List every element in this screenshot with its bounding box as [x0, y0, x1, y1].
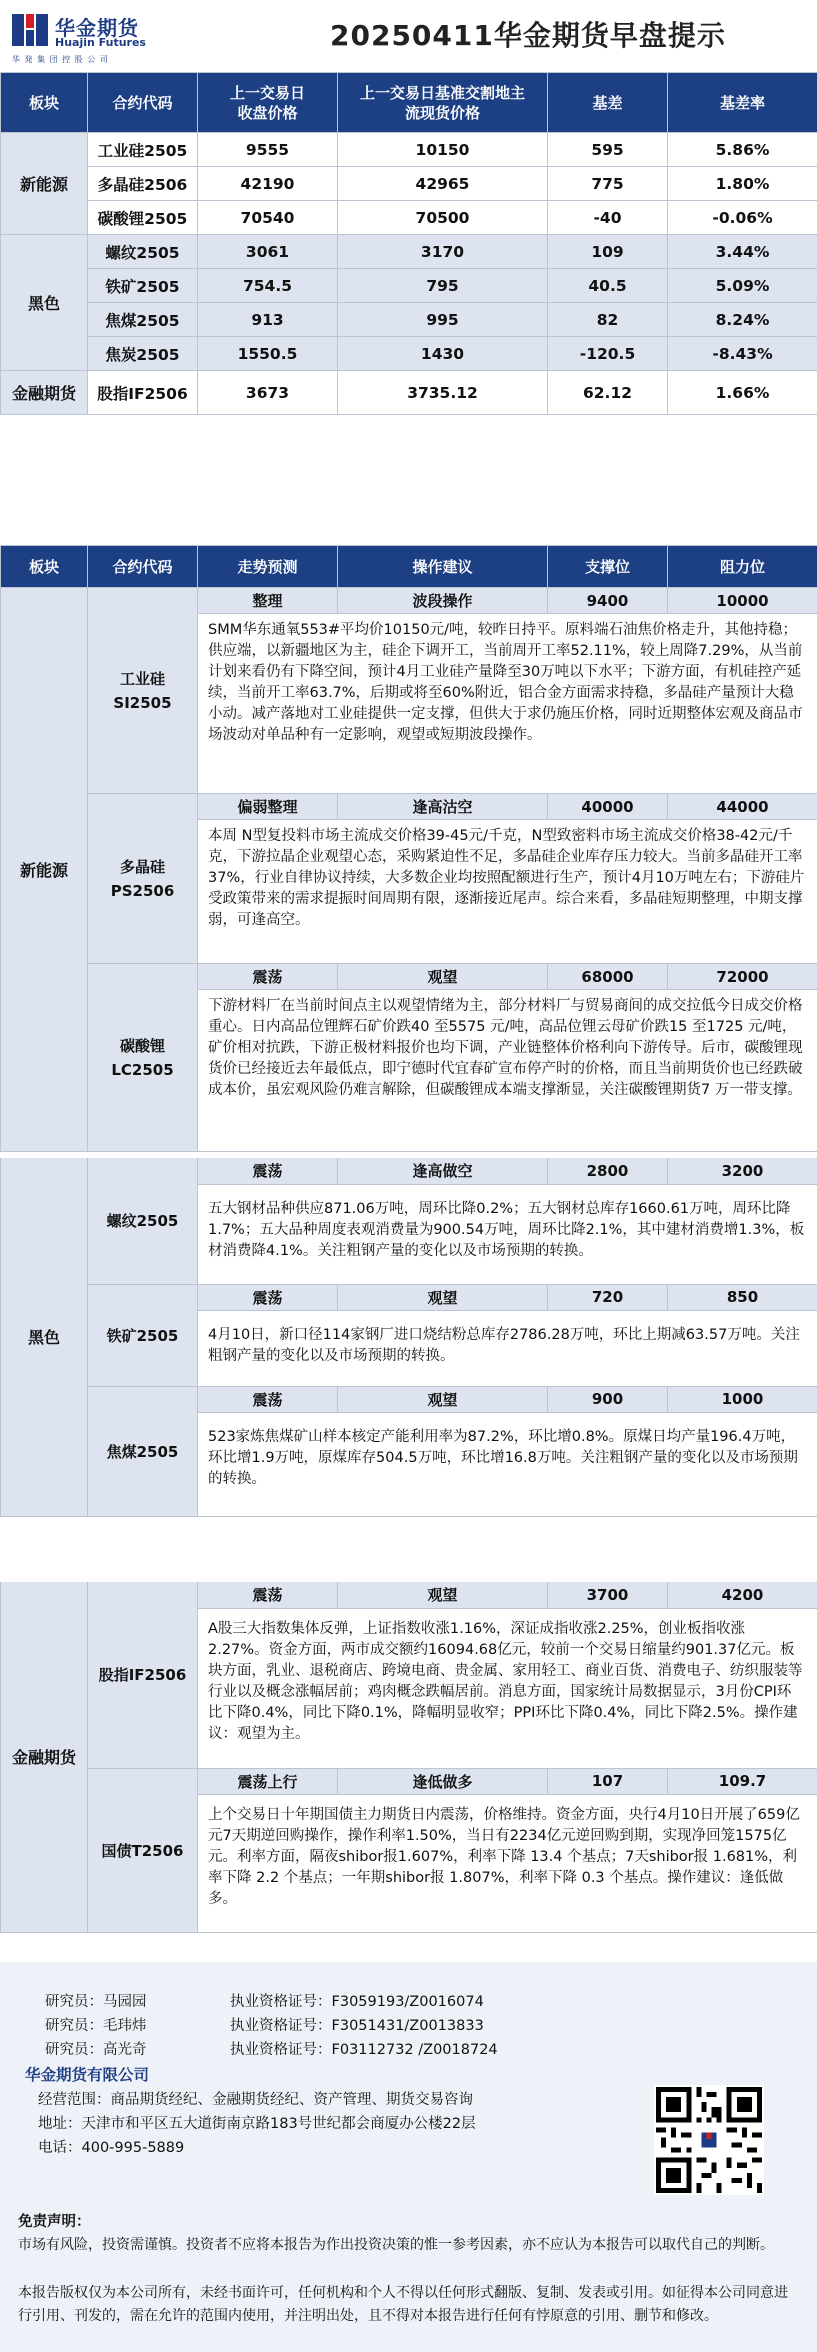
- contract-code: 铁矿2505: [88, 1284, 198, 1386]
- company-logo: [10, 10, 175, 64]
- qr-code-icon: [656, 2087, 762, 2193]
- contract-code: 多晶硅 PS2506: [88, 794, 198, 964]
- outlook-sub-row: [1, 1582, 817, 1608]
- col-header: 上一交易日基准交割地主 流现货价格: [338, 73, 548, 133]
- close-price: 3673: [198, 371, 338, 415]
- resistance-level: 850: [668, 1284, 817, 1310]
- resistance-level: 10000: [668, 588, 817, 614]
- support-level: 40000: [548, 794, 668, 820]
- report-title: 20250411华金期货早盘提示: [330, 19, 726, 52]
- table-row: [1, 371, 817, 415]
- basis-table: [0, 72, 817, 415]
- commentary-text: 五大钢材品种供应871.06万吨，周环比降0.2%；五大钢材总库存1660.61万吨，周环比降1.7%；五大品种周度表观消费量为900.54万吨，周环比降2.1%，其中建材消费增1.3%，板材消费降4.1%。关注粗钢产量的变化以及市场预期的转换。: [198, 1184, 817, 1284]
- close-price: 3061: [198, 235, 338, 269]
- close-price: 42190: [198, 167, 338, 201]
- commentary-text: 下游材料厂在当前时间点主以观望情绪为主，部分材料厂与贸易商间的成交拉低今日成交价格重心。日内高品位锂辉石矿价跌40 至5575 元/吨，高品位锂云母矿价跌15 至1725 元/吨，矿价相对抗跌，下游正极材料报价也均下调，产业链整体价格利向下游传导。后市，碳酸锂现货价已经接近去年最低点，即宁德时代宜春矿宣布停产时的价格，而且当前期货价也已经跌破成本价，虽宏观风险仍难言解除，但碳酸锂成本端支撑渐显，关注碳酸锂期货7 万一带支撑。: [198, 990, 817, 1152]
- commentary-text: A股三大指数集体反弹，上证指数收涨1.16%，深证成指收涨2.25%，创业板指收涨2.27%。资金方面，两市成交额约16094.68亿元，较前一个交易日缩量约901.37亿元。板块方面，乳业、退税商店、跨境电商、贵金属、家用轻工、商业百货、消费电子、纺织服装等行业以及概念涨幅居前；鸡肉概念跌幅居前。消息方面，国家统计局数据显示，3月份CPI环比下降0.4%，同比下降0.1%，降幅明显收窄；PPI环比下降0.4%，同比下降2.5%。操作建议：观望为主。: [198, 1608, 817, 1768]
- basis-value: 595: [548, 133, 668, 167]
- basis-rate: -0.06%: [668, 201, 817, 235]
- trend-forecast: 震荡上行: [198, 1768, 338, 1794]
- disclaimer-paragraph: 本报告版权仅为本公司所有，未经书面许可，任何机构和个人不得以任何形式翻版、复制、发表或引用。如征得本公司同意进行引用、刊发的，需在允许的范围内使用，并注明出处，且不得对本报告进行任何有悖原意的引用、删节和修改。: [18, 2285, 788, 2324]
- basis-value: 775: [548, 167, 668, 201]
- outlook-table-header: [1, 546, 817, 588]
- col-header: 上一交易日 收盘价格: [198, 73, 338, 133]
- researcher-name: 研究员：毛玮炜: [45, 2018, 147, 2034]
- spot-price: 795: [338, 269, 548, 303]
- operation-advice: 观望: [338, 964, 548, 990]
- resistance-level: 44000: [668, 794, 817, 820]
- contract-code: 碳酸锂2505: [88, 201, 198, 235]
- trend-forecast: 震荡: [198, 1284, 338, 1310]
- contract-code: 工业硅2505: [88, 133, 198, 167]
- sector-cell: 新能源: [1, 588, 88, 1152]
- resistance-level: 3200: [668, 1158, 817, 1184]
- col-header: 支撑位: [548, 546, 668, 588]
- commentary-text: 4月10日，新口径114家钢厂进口烧结粉总库存2786.28万吨，环比上期减63.57万吨。关注粗钢产量的变化以及市场预期的转换。: [198, 1310, 817, 1386]
- close-price: 913: [198, 303, 338, 337]
- table-row: [1, 303, 817, 337]
- researcher-cert: 执业资格证号：F3051431/Z0013833: [230, 2018, 484, 2034]
- sector-cell: 黑色: [1, 1158, 88, 1516]
- support-level: 3700: [548, 1582, 668, 1608]
- contract-code: 多晶硅2506: [88, 167, 198, 201]
- outlook-table: [0, 545, 817, 1152]
- col-header: 板块: [1, 73, 88, 133]
- col-header: 操作建议: [338, 546, 548, 588]
- spot-price: 10150: [338, 133, 548, 167]
- contract-code: 工业硅 SI2505: [88, 588, 198, 794]
- support-level: 9400: [548, 588, 668, 614]
- company-name: 华金期货有限公司: [25, 2066, 150, 2084]
- resistance-level: 72000: [668, 964, 817, 990]
- basis-rate: 1.66%: [668, 371, 817, 415]
- outlook-sub-row: [1, 794, 817, 820]
- close-price: 1550.5: [198, 337, 338, 371]
- sector-cell: 金融期货: [1, 371, 88, 415]
- qr-code[interactable]: [654, 2085, 764, 2195]
- researcher-cert: 执业资格证号：F03112732 /Z0018724: [230, 2042, 498, 2058]
- table-row: [1, 235, 817, 269]
- researcher-name: 研究员：马园园: [45, 1994, 147, 2010]
- operation-advice: 波段操作: [338, 588, 548, 614]
- business-scope: 经营范围：商品期货经纪、金融期货经纪、资产管理、期货交易咨询: [38, 2092, 473, 2108]
- logo-sub-text: 华 発 集 団 控 股 公 司: [12, 55, 109, 64]
- researcher-cert: 执业资格证号：F3059193/Z0016074: [230, 1994, 484, 2010]
- table-row: [1, 201, 817, 235]
- trend-forecast: 震荡: [198, 964, 338, 990]
- outlook-sub-row: [1, 1284, 817, 1310]
- contract-code: 股指IF2506: [88, 1582, 198, 1768]
- support-level: 900: [548, 1386, 668, 1412]
- table-row: [1, 269, 817, 303]
- trend-forecast: 震荡: [198, 1582, 338, 1608]
- resistance-level: 4200: [668, 1582, 817, 1608]
- trend-forecast: 整理: [198, 588, 338, 614]
- basis-rate: -8.43%: [668, 337, 817, 371]
- commentary-text: SMM华东通氧553#平均价10150元/吨，较昨日持平。原料端石油焦价格走升，其他持稳；供应端，以新疆地区为主，硅企下调开工，当前周开工率52.11%，较上周降7.29%，从当前计划来看仍有下降空间，预计4月工业硅产量降至30万吨以下水平；下游方面，有机硅控产延续，当前开工率63.7%，后期或将至60%附近，铝合金方面需求持稳，多晶硅产量预计大稳小动。减产落地对工业硅提供一定支撑，但供大于求仍施压价格，同时近期整体宏观及商品市场波动对单品种有一定影响，观望或短期波段操作。: [198, 614, 817, 794]
- outlook-table-black: [0, 1158, 817, 1517]
- spot-price: 995: [338, 303, 548, 337]
- outlook-sub-row: [1, 588, 817, 614]
- basis-table-header: [1, 73, 817, 133]
- outlook-sub-row: [1, 1768, 817, 1794]
- contract-code: 螺纹2505: [88, 235, 198, 269]
- spot-price: 3170: [338, 235, 548, 269]
- spot-price: 70500: [338, 201, 548, 235]
- basis-value: 62.12: [548, 371, 668, 415]
- contract-code: 焦煤2505: [88, 303, 198, 337]
- contract-code: 铁矿2505: [88, 269, 198, 303]
- sector-cell: 黑色: [1, 235, 88, 371]
- logo-cn-text: 华金期货: [55, 16, 139, 40]
- outlook-sub-row: [1, 1386, 817, 1412]
- resistance-level: 109.7: [668, 1768, 817, 1794]
- operation-advice: 逢低做多: [338, 1768, 548, 1794]
- operation-advice: 逢高做空: [338, 1158, 548, 1184]
- operation-advice: 观望: [338, 1284, 548, 1310]
- operation-advice: 观望: [338, 1386, 548, 1412]
- operation-advice: 逢高沽空: [338, 794, 548, 820]
- close-price: 70540: [198, 201, 338, 235]
- col-header: 板块: [1, 546, 88, 588]
- contract-code: 螺纹2505: [88, 1158, 198, 1284]
- basis-value: 40.5: [548, 269, 668, 303]
- col-header: 合约代码: [88, 73, 198, 133]
- outlook-table-financial: [0, 1582, 817, 1933]
- spot-price: 3735.12: [338, 371, 548, 415]
- disclaimer-paragraph: 市场有风险，投资需谨慎。投资者不应将本报告为作出投资决策的惟一参考因素，亦不应认为本报告可以取代自己的判断。: [18, 2237, 774, 2253]
- col-header: 基差: [548, 73, 668, 133]
- company-phone: 电话：400-995-5889: [38, 2140, 185, 2156]
- report-header: [0, 0, 817, 72]
- spot-price: 1430: [338, 337, 548, 371]
- disclaimer-title: 免责声明：: [18, 2214, 91, 2230]
- huajin-logo-icon: [10, 10, 50, 50]
- basis-rate: 8.24%: [668, 303, 817, 337]
- outlook-sub-row: [1, 1158, 817, 1184]
- basis-value: 109: [548, 235, 668, 269]
- trend-forecast: 震荡: [198, 1386, 338, 1412]
- close-price: 9555: [198, 133, 338, 167]
- researcher-name: 研究员：高光奇: [45, 2042, 147, 2058]
- outlook-sub-row: [1, 964, 817, 990]
- contract-code: 焦炭2505: [88, 337, 198, 371]
- operation-advice: 观望: [338, 1582, 548, 1608]
- table-row: [1, 337, 817, 371]
- col-header: 走势预测: [198, 546, 338, 588]
- basis-rate: 3.44%: [668, 235, 817, 269]
- support-level: 720: [548, 1284, 668, 1310]
- spot-price: 42965: [338, 167, 548, 201]
- trend-forecast: 偏弱整理: [198, 794, 338, 820]
- commentary-text: 本周 N型复投料市场主流成交价格39-45元/千克，N型致密料市场主流成交价格38-42元/千克，下游拉晶企业观望心态，采购紧迫性不足，多晶硅企业库存压力较大。当前多晶硅开工率37%，行业自律协议持续，大多数企业均按照配额进行生产，预计4月10万吨左右；下游硅片受政策带来的需求提振时间周期有限，逐渐接近尾声。综合来看，多晶硅短期整理，中期支撑弱，可逢高空。: [198, 820, 817, 964]
- table-row: [1, 167, 817, 201]
- basis-value: 82: [548, 303, 668, 337]
- basis-value: -40: [548, 201, 668, 235]
- close-price: 754.5: [198, 269, 338, 303]
- col-header: 阻力位: [668, 546, 817, 588]
- support-level: 2800: [548, 1158, 668, 1184]
- basis-rate: 1.80%: [668, 167, 817, 201]
- contract-code: 碳酸锂 LC2505: [88, 964, 198, 1152]
- col-header: 合约代码: [88, 546, 198, 588]
- basis-value: -120.5: [548, 337, 668, 371]
- company-address: 地址：天津市和平区五大道街南京路183号世纪都会商厦办公楼22层: [38, 2116, 476, 2132]
- logo-en-text: Huajin Futures: [55, 36, 146, 49]
- col-header: 基差率: [668, 73, 817, 133]
- commentary-text: 523家炼焦煤矿山样本核定产能利用率为87.2%，环比增0.8%。原煤日均产量196.4万吨，环比增1.9万吨，原煤库存504.5万吨，环比增16.8万吨。关注粗钢产量的变化以及市场预期的转换。: [198, 1412, 817, 1516]
- contract-code: 焦煤2505: [88, 1386, 198, 1516]
- contract-code: 国债T2506: [88, 1768, 198, 1932]
- commentary-text: 上个交易日十年期国债主力期货日内震荡，价格维持。资金方面，央行4月10日开展了659亿元7天期逆回购操作，操作利率1.50%，当日有2234亿元逆回购到期，实现净回笼1575亿元。利率方面，隔夜shibor报1.607%，利率下降 13.4 个基点；7天shibor报 1.681%，利率下降 2.2 个基点；一年期shibor报 1.807%，利率下降 0.3 个基点。操作建议：逢低做多。: [198, 1794, 817, 1932]
- support-level: 68000: [548, 964, 668, 990]
- basis-rate: 5.09%: [668, 269, 817, 303]
- support-level: 107: [548, 1768, 668, 1794]
- basis-rate: 5.86%: [668, 133, 817, 167]
- sector-cell: 新能源: [1, 133, 88, 235]
- trend-forecast: 震荡: [198, 1158, 338, 1184]
- sector-cell: 金融期货: [1, 1582, 88, 1932]
- contract-code: 股指IF2506: [88, 371, 198, 415]
- table-row: [1, 133, 817, 167]
- resistance-level: 1000: [668, 1386, 817, 1412]
